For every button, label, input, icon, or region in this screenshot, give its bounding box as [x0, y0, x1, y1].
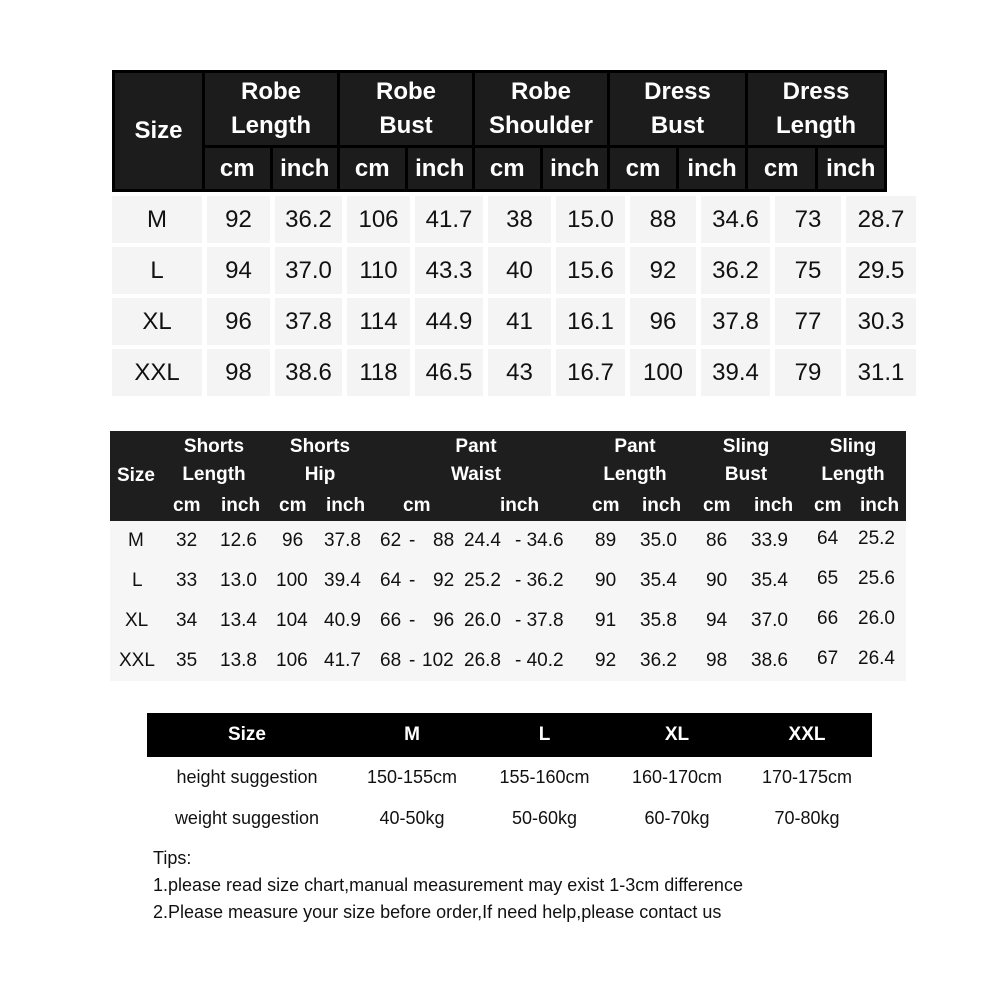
range-dash: - [409, 650, 416, 671]
column-header-xl: XL [664, 724, 690, 745]
range-dash: - [409, 530, 416, 551]
table-cell: 41.7 [415, 196, 483, 243]
table-cell: 25.2 [464, 570, 501, 591]
table-cell: 92 [630, 247, 696, 294]
table-cell: 37.8 [324, 530, 361, 551]
table-cell: 104 [276, 610, 308, 631]
shorts-pant-sling-size-table [110, 431, 906, 681]
unit-cm: cm [592, 495, 620, 516]
table-cell: 43 [488, 349, 551, 396]
table-cell: 16.1 [556, 298, 625, 345]
table-cell: 31.1 [846, 349, 916, 396]
table-cell: 50-60kg [511, 808, 578, 828]
table-cell: 33.9 [751, 530, 788, 551]
unit-inch: inch [408, 148, 473, 189]
table-cell: 37.8 [701, 298, 770, 345]
table-cell: 28.7 [846, 196, 916, 243]
size-cell: XXL [112, 349, 202, 396]
size-cell: XXL [119, 650, 155, 671]
table-cell: 96 [282, 530, 304, 551]
table-cell: 37.0 [751, 610, 788, 631]
column-header-dress-length: Dress Length [748, 73, 884, 145]
table-cell: 91 [595, 610, 617, 631]
table-cell: 100 [630, 349, 696, 396]
table-cell: 88 [630, 196, 696, 243]
table-cell: 86 [706, 530, 728, 551]
table-cell: 92 [207, 196, 270, 243]
row-label: weight suggestion [174, 808, 320, 828]
column-header-size: Size [227, 724, 267, 745]
table-cell: 38.6 [751, 650, 788, 671]
unit-cm: cm [403, 495, 431, 516]
table-cell: 64 [380, 570, 402, 591]
table-cell: 38.6 [275, 349, 342, 396]
table-cell: 25.2 [858, 528, 895, 549]
column-header-sling-length: Sling Length [821, 436, 885, 485]
table-cell: 41 [488, 298, 551, 345]
column-header-robe-length: Robe Length [205, 73, 337, 145]
unit-inch: inch [860, 495, 900, 516]
column-header-dress-bust: Dress Bust [610, 73, 745, 145]
column-header-l: L [538, 724, 551, 745]
table-cell: 70-80kg [774, 808, 840, 828]
unit-headers-robe-bust [340, 148, 472, 189]
unit-cm: cm [814, 495, 842, 516]
table-cell: 106 [276, 650, 308, 671]
table-cell: 160-170cm [631, 767, 723, 787]
table-cell: 34 [176, 610, 198, 631]
table-row [110, 561, 906, 601]
table-cell: 66 [817, 608, 839, 629]
range-dash: - [409, 610, 416, 631]
table-header [112, 70, 887, 192]
unit-inch: inch [818, 148, 885, 189]
unit-inch: inch [679, 148, 745, 189]
table-cell: 13.0 [220, 570, 257, 591]
table-cell: - 36.2 [515, 570, 564, 591]
table-row [110, 521, 906, 561]
table-cell: 40-50kg [379, 808, 445, 828]
unit-inch: inch [221, 495, 261, 516]
table-cell: 40 [488, 247, 551, 294]
table-cell: 37.0 [275, 247, 342, 294]
column-header-pant-waist: Pant Waist [451, 436, 501, 485]
table-cell: - 34.6 [515, 530, 564, 551]
table-cell: 41.7 [324, 650, 361, 671]
table-cell: 32 [176, 530, 198, 551]
table-cell: 118 [347, 349, 410, 396]
unit-cm: cm [205, 148, 270, 189]
table-cell: 25.6 [858, 568, 895, 589]
unit-cm: cm [703, 495, 731, 516]
table-row [110, 601, 906, 641]
table-cell: - 40.2 [515, 650, 564, 671]
row-label: height suggestion [176, 767, 318, 787]
unit-headers-robe-length [205, 148, 337, 189]
table-cell: 96 [207, 298, 270, 345]
table-cell: 60-70kg [644, 808, 710, 828]
table-cell: 64 [817, 528, 839, 549]
table-row-height [147, 757, 872, 798]
unit-inch: inch [326, 495, 366, 516]
table-cell: - 37.8 [515, 610, 564, 631]
column-header-robe-shoulder: Robe Shoulder [475, 73, 607, 145]
table-cell: 39.4 [701, 349, 770, 396]
table-cell: 26.0 [464, 610, 501, 631]
table-cell: 79 [775, 349, 841, 396]
column-header-shorts-length: Shorts Length [182, 436, 246, 485]
height-weight-suggestion-table [147, 713, 872, 839]
table-cell: 73 [775, 196, 841, 243]
table-cell: 35.4 [751, 570, 788, 591]
table-header [147, 713, 872, 757]
table-cell: 35.4 [640, 570, 677, 591]
table-cell: 38 [488, 196, 551, 243]
size-cell: L [132, 570, 143, 591]
unit-cm: cm [340, 148, 405, 189]
column-header-shorts-hip: Shorts Hip [289, 436, 351, 485]
size-column-header: Size [116, 465, 156, 486]
table-cell: 67 [817, 648, 839, 669]
table-cell: 35.8 [640, 610, 677, 631]
tips-title: Tips: [153, 848, 192, 868]
unit-headers-robe-shoulder [475, 148, 607, 189]
table-cell: 35 [176, 650, 198, 671]
size-cell: L [112, 247, 202, 294]
table-cell: 34.6 [701, 196, 770, 243]
size-cell: XL [125, 610, 149, 631]
table-cell: 15.0 [556, 196, 625, 243]
table-row-weight [147, 798, 872, 839]
table-cell: 36.2 [640, 650, 677, 671]
unit-inch: inch [642, 495, 682, 516]
tips-section [153, 845, 743, 926]
table-cell: 24.4 [464, 530, 501, 551]
table-cell: 106 [347, 196, 410, 243]
table-cell: 26.4 [858, 648, 895, 669]
table-cell: 75 [775, 247, 841, 294]
table-cell: 37.8 [275, 298, 342, 345]
table-cell: 13.8 [220, 650, 257, 671]
table-cell: 26.0 [858, 608, 895, 629]
table-cell: 98 [706, 650, 728, 671]
column-header-pant-length: Pant Length [603, 436, 667, 485]
unit-inch: inch [754, 495, 794, 516]
table-cell: 68 [380, 650, 402, 671]
table-row [110, 641, 906, 681]
table-cell: 170-175cm [761, 767, 853, 787]
table-cell: 92 [595, 650, 617, 671]
unit-cm: cm [475, 148, 540, 189]
robe-dress-size-table [112, 70, 905, 396]
table-cell: 94 [706, 610, 728, 631]
table-cell: 15.6 [556, 247, 625, 294]
column-header-sling-bust: Sling Bust [722, 436, 770, 485]
tip-line: 2.Please measure your size before order,If need help,please contact us [153, 902, 722, 922]
table-cell: 92 [433, 570, 455, 591]
table-cell: 13.4 [220, 610, 257, 631]
table-body [112, 196, 905, 396]
table-cell: 110 [347, 247, 410, 294]
column-header-xxl: XXL [788, 724, 826, 745]
table-cell: 29.5 [846, 247, 916, 294]
unit-headers-dress-bust [610, 148, 745, 189]
unit-cm: cm [610, 148, 676, 189]
table-cell: 65 [817, 568, 839, 589]
unit-headers-dress-length [748, 148, 884, 189]
table-cell: 96 [433, 610, 455, 631]
range-dash: - [409, 570, 416, 591]
size-column-header: Size [115, 73, 202, 189]
table-cell: 46.5 [415, 349, 483, 396]
table-cell: 30.3 [846, 298, 916, 345]
table-cell: 90 [706, 570, 728, 591]
table-cell: 77 [775, 298, 841, 345]
table-cell: 16.7 [556, 349, 625, 396]
size-cell: XL [112, 298, 202, 345]
table-cell: 36.2 [275, 196, 342, 243]
size-cell: M [128, 530, 144, 551]
unit-inch: inch [500, 495, 540, 516]
table-cell: 150-155cm [366, 767, 458, 787]
table-cell: 62 [380, 530, 402, 551]
table-body [110, 521, 906, 681]
tip-line: 1.please read size chart,manual measurement may exist 1-3cm difference [153, 875, 743, 895]
table-cell: 94 [207, 247, 270, 294]
table-cell: 100 [276, 570, 308, 591]
table-cell: 98 [207, 349, 270, 396]
table-cell: 88 [433, 530, 455, 551]
column-header-robe-bust: Robe Bust [340, 73, 472, 145]
table-cell: 43.3 [415, 247, 483, 294]
table-cell: 96 [630, 298, 696, 345]
table-cell: 66 [380, 610, 402, 631]
unit-cm: cm [748, 148, 815, 189]
size-cell: M [112, 196, 202, 243]
table-cell: 26.8 [464, 650, 501, 671]
unit-inch: inch [273, 148, 338, 189]
table-header [110, 431, 906, 521]
unit-inch: inch [543, 148, 608, 189]
table-cell: 89 [595, 530, 617, 551]
unit-cm: cm [173, 495, 201, 516]
table-cell: 36.2 [701, 247, 770, 294]
table-cell: 155-160cm [499, 767, 590, 787]
table-cell: 33 [176, 570, 198, 591]
unit-cm: cm [279, 495, 307, 516]
column-header-m: M [404, 724, 420, 745]
table-cell: 102 [422, 650, 454, 671]
table-cell: 44.9 [415, 298, 483, 345]
table-cell: 39.4 [324, 570, 361, 591]
table-cell: 35.0 [640, 530, 677, 551]
table-cell: 90 [595, 570, 617, 591]
table-cell: 40.9 [324, 610, 361, 631]
table-cell: 114 [347, 298, 410, 345]
table-cell: 12.6 [220, 530, 257, 551]
